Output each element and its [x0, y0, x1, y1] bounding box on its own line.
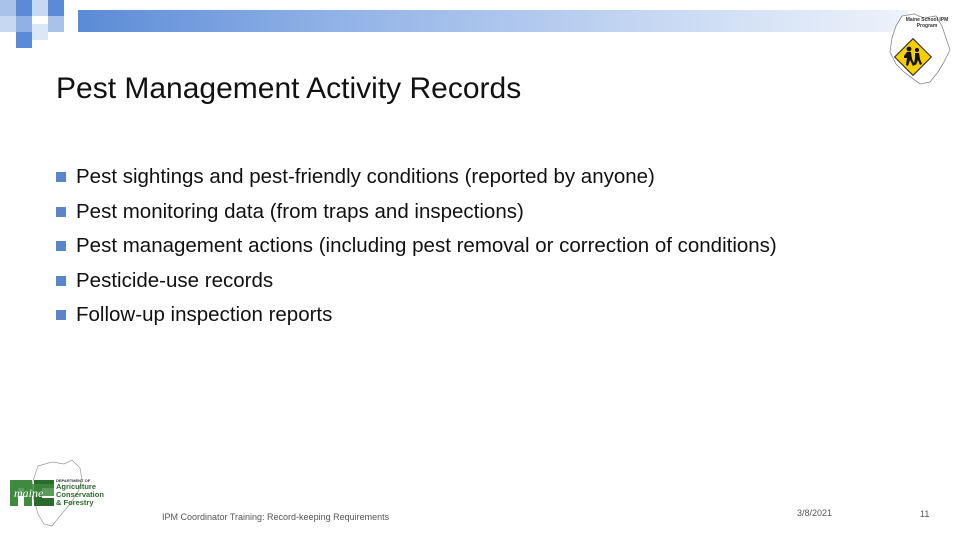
bullet-list	[56, 160, 777, 333]
deco-square	[16, 16, 32, 32]
maine-logo-line: Conservation	[56, 490, 104, 499]
bullet-text: Pest monitoring data (from traps and inspections)	[76, 199, 524, 223]
maine-logo-text	[56, 478, 104, 507]
bullet-text: Follow-up inspection reports	[76, 303, 333, 327]
list-item	[56, 195, 777, 230]
square-bullet-icon	[56, 172, 66, 182]
page-number: 11	[920, 509, 930, 519]
square-bullet-icon	[56, 241, 66, 251]
maine-logo-line: DEPARTMENT OF	[56, 478, 91, 483]
list-item	[56, 264, 777, 299]
bullet-text: Pesticide-use records	[76, 268, 274, 292]
footer-text: IPM Coordinator Training: Record-keeping Requirements	[162, 512, 390, 522]
school-logo-text: Maine School IPM Program	[905, 17, 949, 29]
decorative-squares	[0, 0, 80, 48]
maine-logo-line: Agriculture	[56, 482, 97, 491]
maine-logo-line: & Forestry	[56, 498, 94, 507]
list-item	[56, 160, 777, 195]
deco-square	[32, 0, 48, 16]
deco-square	[0, 16, 16, 32]
bullet-text: Pest management actions (including pest removal or correction of conditions)	[76, 234, 777, 258]
square-bullet-icon	[56, 310, 66, 320]
square-bullet-icon	[56, 276, 66, 286]
maine-logo-word: maine	[14, 486, 44, 500]
deco-square	[48, 0, 64, 16]
deco-square	[32, 24, 48, 40]
list-item	[56, 229, 777, 264]
deco-square	[16, 32, 32, 48]
slide-title: Pest Management Activity Records	[56, 72, 522, 105]
square-bullet-icon	[56, 207, 66, 217]
bullet-text: Pest sightings and pest-friendly conditions (reported by anyone)	[76, 165, 655, 189]
deco-square	[48, 16, 64, 32]
deco-square	[0, 0, 16, 16]
header-bar	[78, 10, 908, 32]
footer-date: 3/8/2021	[797, 508, 833, 518]
list-item	[56, 298, 777, 333]
deco-square	[16, 0, 32, 16]
